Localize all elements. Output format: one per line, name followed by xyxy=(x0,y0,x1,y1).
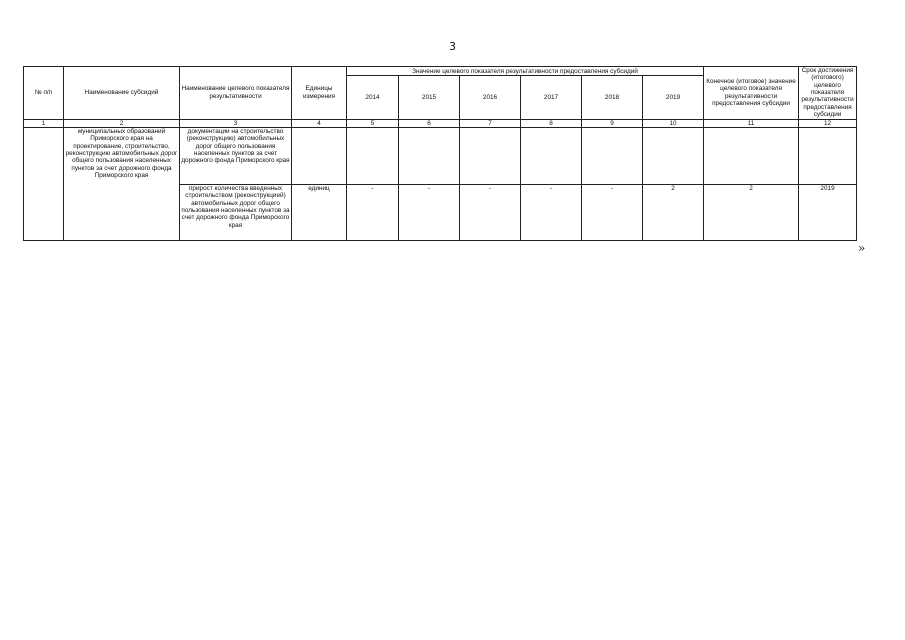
header-subsidy-name: Наименование субсидий xyxy=(64,67,180,120)
unit-cell: единиц xyxy=(292,184,347,240)
final-value-cell xyxy=(704,127,799,184)
column-number: 6 xyxy=(399,119,460,127)
value-cell xyxy=(643,127,704,184)
header-year: 2015 xyxy=(399,76,460,119)
column-number: 9 xyxy=(582,119,643,127)
header-year: 2014 xyxy=(347,76,399,119)
column-number: 5 xyxy=(347,119,399,127)
column-number: 12 xyxy=(799,119,857,127)
header-row-1 xyxy=(24,67,857,76)
closing-quote-mark: » xyxy=(858,241,866,255)
header-year: 2018 xyxy=(582,76,643,119)
column-number: 7 xyxy=(460,119,521,127)
value-cell xyxy=(399,127,460,184)
value-cell xyxy=(460,127,521,184)
column-number-row xyxy=(24,119,857,127)
value-cell: 2 xyxy=(643,184,704,240)
deadline-cell xyxy=(799,127,857,184)
header-indicator-name: Наименование целевого показателя результативности xyxy=(180,67,292,120)
column-number: 3 xyxy=(180,119,292,127)
header-deadline: Срок достижения (итогового) целевого показателя результативности предоставления субсидии xyxy=(799,67,857,120)
column-number: 10 xyxy=(643,119,704,127)
header-unit: Единицы измерения xyxy=(292,67,347,120)
column-number: 1 xyxy=(24,119,64,127)
indicators-table xyxy=(23,66,857,241)
value-cell xyxy=(347,127,399,184)
column-number: 11 xyxy=(704,119,799,127)
final-value-cell: 2 xyxy=(704,184,799,240)
indicator-cell: прирост количества введенных строительством (реконструкцией) автомобильных дорог общего пользования населенных пунктов за счет дорожного фонда Приморского края xyxy=(180,184,292,240)
page-number: 3 xyxy=(449,40,456,53)
subsidy-name-cell: муниципальных образований Приморского края на проектирование, строительство, реконструкцию автомобильных дорог общего пользования населенных пунктов за счет дорожного фонда Приморского края xyxy=(64,127,180,240)
value-cell: - xyxy=(460,184,521,240)
header-final-value: Конечное (итоговое) значение целевого показателя результативности предоставления субсидии xyxy=(704,67,799,120)
value-cell: - xyxy=(399,184,460,240)
value-cell: - xyxy=(521,184,582,240)
value-cell xyxy=(521,127,582,184)
header-year: 2017 xyxy=(521,76,582,119)
column-number: 2 xyxy=(64,119,180,127)
indicator-cell: документации на строительство (реконструкцию) автомобильных дорог общего пользования населенных пунктов за счет дорожного фонда Приморского края xyxy=(180,127,292,184)
value-cell xyxy=(582,127,643,184)
column-number: 8 xyxy=(521,119,582,127)
row-num-cell xyxy=(24,127,64,240)
value-cell: - xyxy=(582,184,643,240)
column-number: 4 xyxy=(292,119,347,127)
table-row xyxy=(24,127,857,184)
header-num: № п/п xyxy=(24,67,64,120)
header-year: 2019 xyxy=(643,76,704,119)
header-year: 2016 xyxy=(460,76,521,119)
deadline-cell: 2019 xyxy=(799,184,857,240)
unit-cell xyxy=(292,127,347,184)
header-values-group: Значение целевого показателя результативности предоставления субсидий xyxy=(347,67,704,76)
value-cell: - xyxy=(347,184,399,240)
